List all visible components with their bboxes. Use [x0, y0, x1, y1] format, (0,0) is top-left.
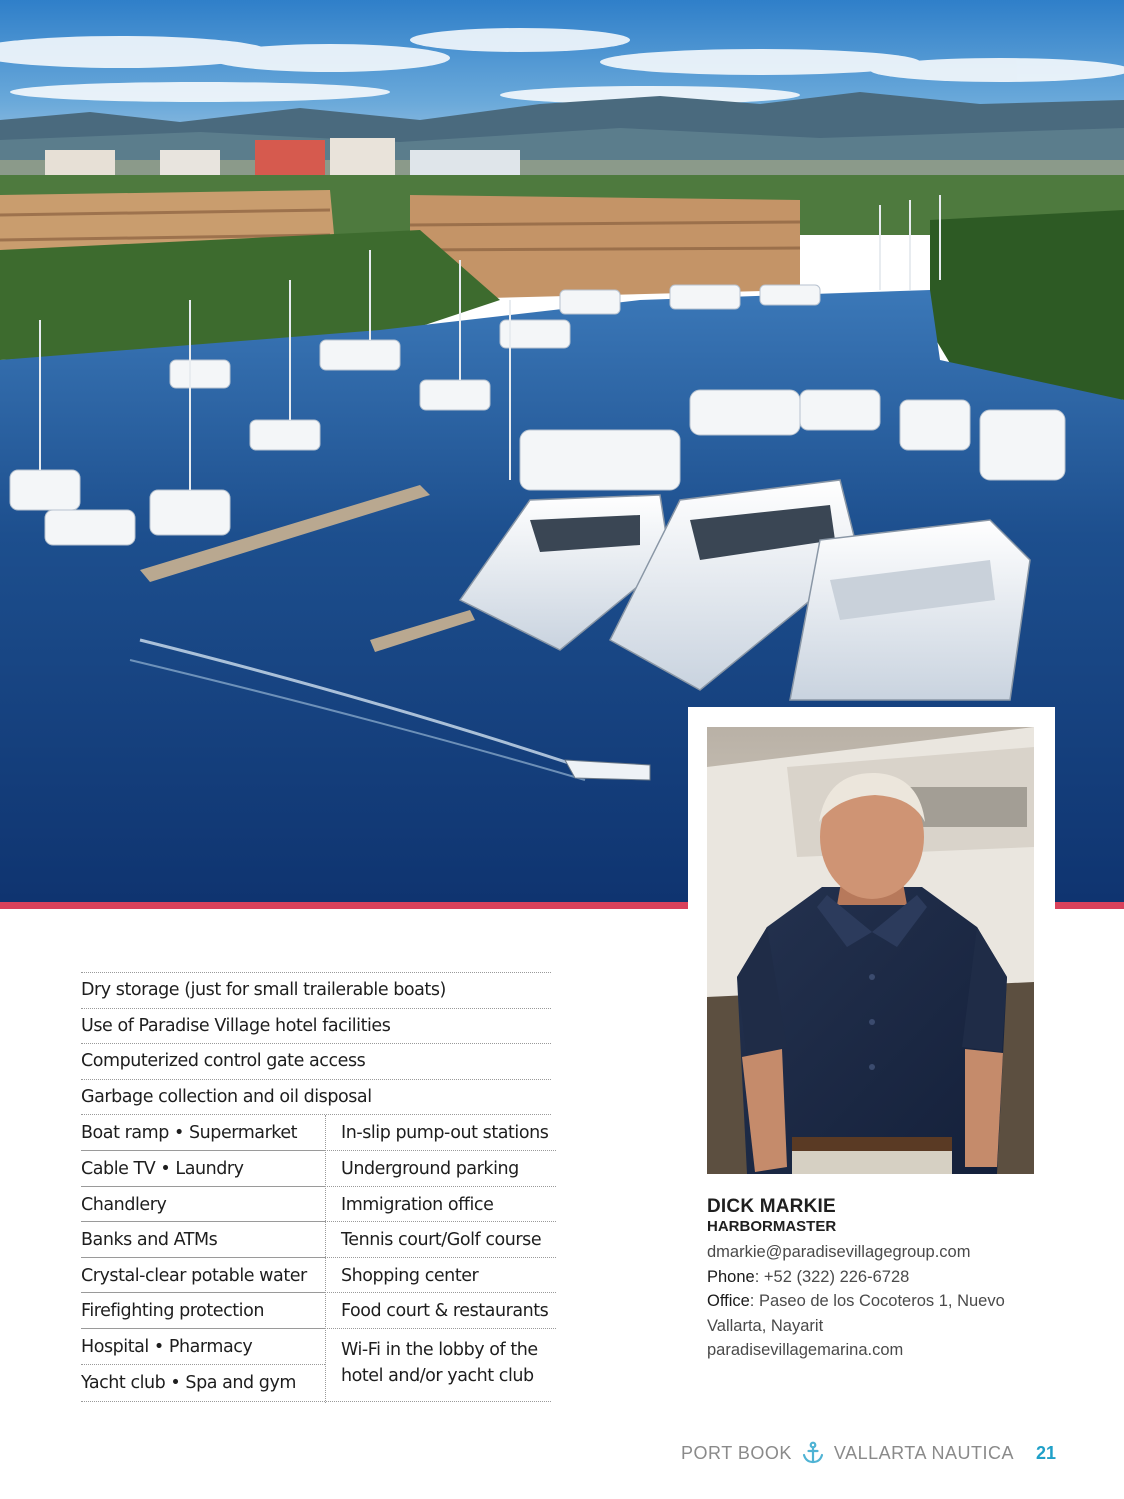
footer-publication-label: VALLARTA NAUTICA	[833, 1442, 1014, 1463]
amenities-right-column	[341, 1115, 556, 1401]
anchor-icon	[800, 1441, 826, 1465]
contact-phone	[707, 1265, 1047, 1290]
portrait-frame	[688, 707, 1055, 1193]
amenity-cell: Firefighting protection	[81, 1293, 325, 1329]
amenity-cell: Wi-Fi in the lobby of the hotel and/or yacht club	[341, 1339, 538, 1386]
phone-value: : +52 (322) 226-6728	[754, 1267, 910, 1286]
amenity-cell: Tennis court/Golf course	[81, 1222, 556, 1258]
amenity-row: Use of Paradise Village hotel facilities	[81, 1008, 551, 1044]
amenity-row: Computerized control gate access	[81, 1043, 551, 1079]
contact-email-link[interactable]: dmarkie@paradisevillagegroup.com	[707, 1243, 971, 1261]
page-number: 21	[1035, 1442, 1056, 1463]
amenity-cell: Hospital • Pharmacy	[81, 1329, 325, 1365]
amenity-cell: In-slip pump-out stations	[81, 1115, 556, 1151]
office-value: : Paseo de los Cocoteros 1, Nuevo Vallarta, Nayarit	[707, 1292, 1005, 1335]
contact-role: HARBORMASTER	[707, 1218, 837, 1235]
office-label: Office	[707, 1292, 750, 1311]
amenity-cell: Yacht club • Spa and gym	[81, 1372, 296, 1393]
amenity-cell: Banks and ATMs	[81, 1222, 325, 1258]
amenity-cell: Underground parking	[81, 1151, 556, 1187]
amenity-cell: Shopping center	[81, 1258, 556, 1294]
phone-label: Phone	[707, 1267, 755, 1286]
contact-website-link[interactable]: paradisevillagemarina.com	[707, 1341, 904, 1360]
amenity-cell: Cable TV • Laundry	[81, 1151, 325, 1187]
contact-name: DICK MARKIE	[707, 1196, 836, 1217]
footer-section-label: PORT BOOK	[681, 1442, 792, 1463]
contact-office	[707, 1289, 1047, 1338]
amenity-cell: Immigration office	[81, 1187, 556, 1223]
amenities-table	[81, 972, 551, 1402]
amenities-two-column-grid	[81, 1114, 551, 1402]
amenity-cell: Boat ramp • Supermarket	[81, 1115, 325, 1151]
contact-block	[707, 1196, 1047, 1363]
page-footer	[681, 1441, 1056, 1465]
amenity-row: Garbage collection and oil disposal	[81, 1079, 551, 1115]
amenity-cell: Crystal-clear potable water	[81, 1258, 325, 1294]
amenity-row: Dry storage (just for small trailerable boats)	[81, 972, 551, 1008]
harbormaster-portrait-photo	[707, 727, 1034, 1174]
amenity-cell: Food court & restaurants	[81, 1293, 556, 1329]
amenity-cell: Chandlery	[81, 1187, 325, 1223]
